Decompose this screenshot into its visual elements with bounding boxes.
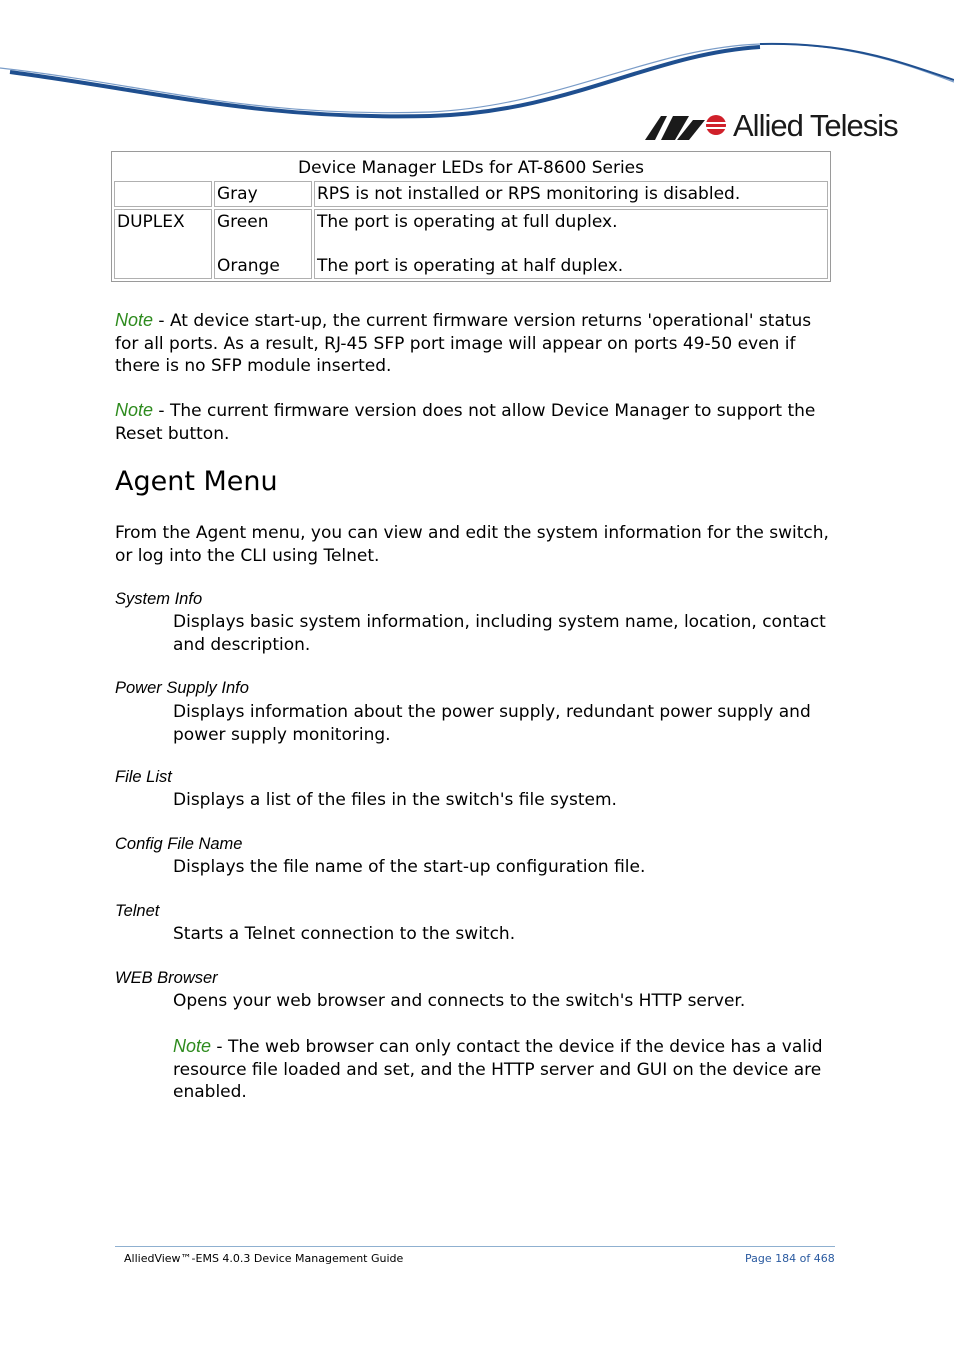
logo-wordmark: Allied Telesis — [733, 108, 898, 143]
led-description-cell — [314, 209, 828, 279]
menu-item-description: Opens your web browser and connects to the switch's HTTP server. — [173, 991, 746, 1011]
logo-mark-icon — [645, 112, 727, 140]
note-label: Note — [173, 1036, 212, 1056]
menu-item-term: System Info — [115, 590, 203, 608]
note-text: - The web browser can only contact the device if the device has a valid resource file loaded and set, and the HTTP server and GUI on the device are enabled. — [173, 1037, 823, 1102]
led-color-cell: Gray — [214, 181, 312, 207]
led-name-cell: DUPLEX — [114, 209, 212, 279]
allied-telesis-logo — [645, 108, 898, 144]
menu-item-term: Power Supply Info — [115, 679, 249, 697]
note-text: - The current firmware version does not allow Device Manager to support the Reset button. — [115, 401, 816, 444]
menu-item-description: Displays a list of the files in the switch's file system. — [173, 790, 617, 810]
led-description-full: The port is operating at full duplex. — [317, 212, 618, 232]
led-color-green: Green — [217, 212, 269, 232]
menu-item-description: Displays the file name of the start-up configuration file. — [173, 857, 646, 877]
table-caption: Device Manager LEDs for AT-8600 Series — [297, 158, 645, 178]
menu-item-term: File List — [115, 768, 172, 786]
led-table — [111, 151, 831, 282]
menu-item-description: Displays information about the power supply, redundant power supply and power supply monitoring. — [173, 702, 811, 745]
note-paragraph — [115, 309, 830, 378]
led-description-half: The port is operating at half duplex. — [317, 256, 624, 276]
section-intro: From the Agent menu, you can view and edit the system information for the switch, or log into the CLI using Telnet. — [115, 523, 829, 566]
section-heading: Agent Menu — [115, 466, 278, 497]
note-text: - At device start-up, the current firmware version returns 'operational' status for all ports. As a result, RJ-45 SFP port image will appear on ports 49-50 even if there is no SFP module inserted. — [115, 311, 812, 376]
menu-item-term: WEB Browser — [115, 969, 218, 987]
led-description-cell: RPS is not installed or RPS monitoring is disabled. — [314, 181, 828, 207]
led-color-cell — [214, 209, 312, 279]
table-row — [114, 181, 828, 207]
footer-title: AlliedView™-EMS 4.0.3 Device Management Guide — [124, 1252, 404, 1265]
note-label: Note — [115, 310, 154, 330]
page-number: Page 184 of 468 — [745, 1252, 835, 1265]
table-row — [114, 209, 828, 279]
footer-divider — [115, 1246, 835, 1247]
led-color-orange: Orange — [217, 256, 280, 276]
menu-item-description: Displays basic system information, including system name, location, contact and description. — [173, 612, 826, 655]
menu-item-term: Telnet — [115, 902, 160, 920]
menu-item-description: Starts a Telnet connection to the switch. — [173, 924, 516, 944]
note-paragraph — [115, 399, 830, 445]
note-label: Note — [115, 400, 154, 420]
led-name-cell — [114, 181, 212, 207]
menu-item-term: Config File Name — [115, 835, 243, 853]
web-browser-note — [173, 1035, 833, 1104]
